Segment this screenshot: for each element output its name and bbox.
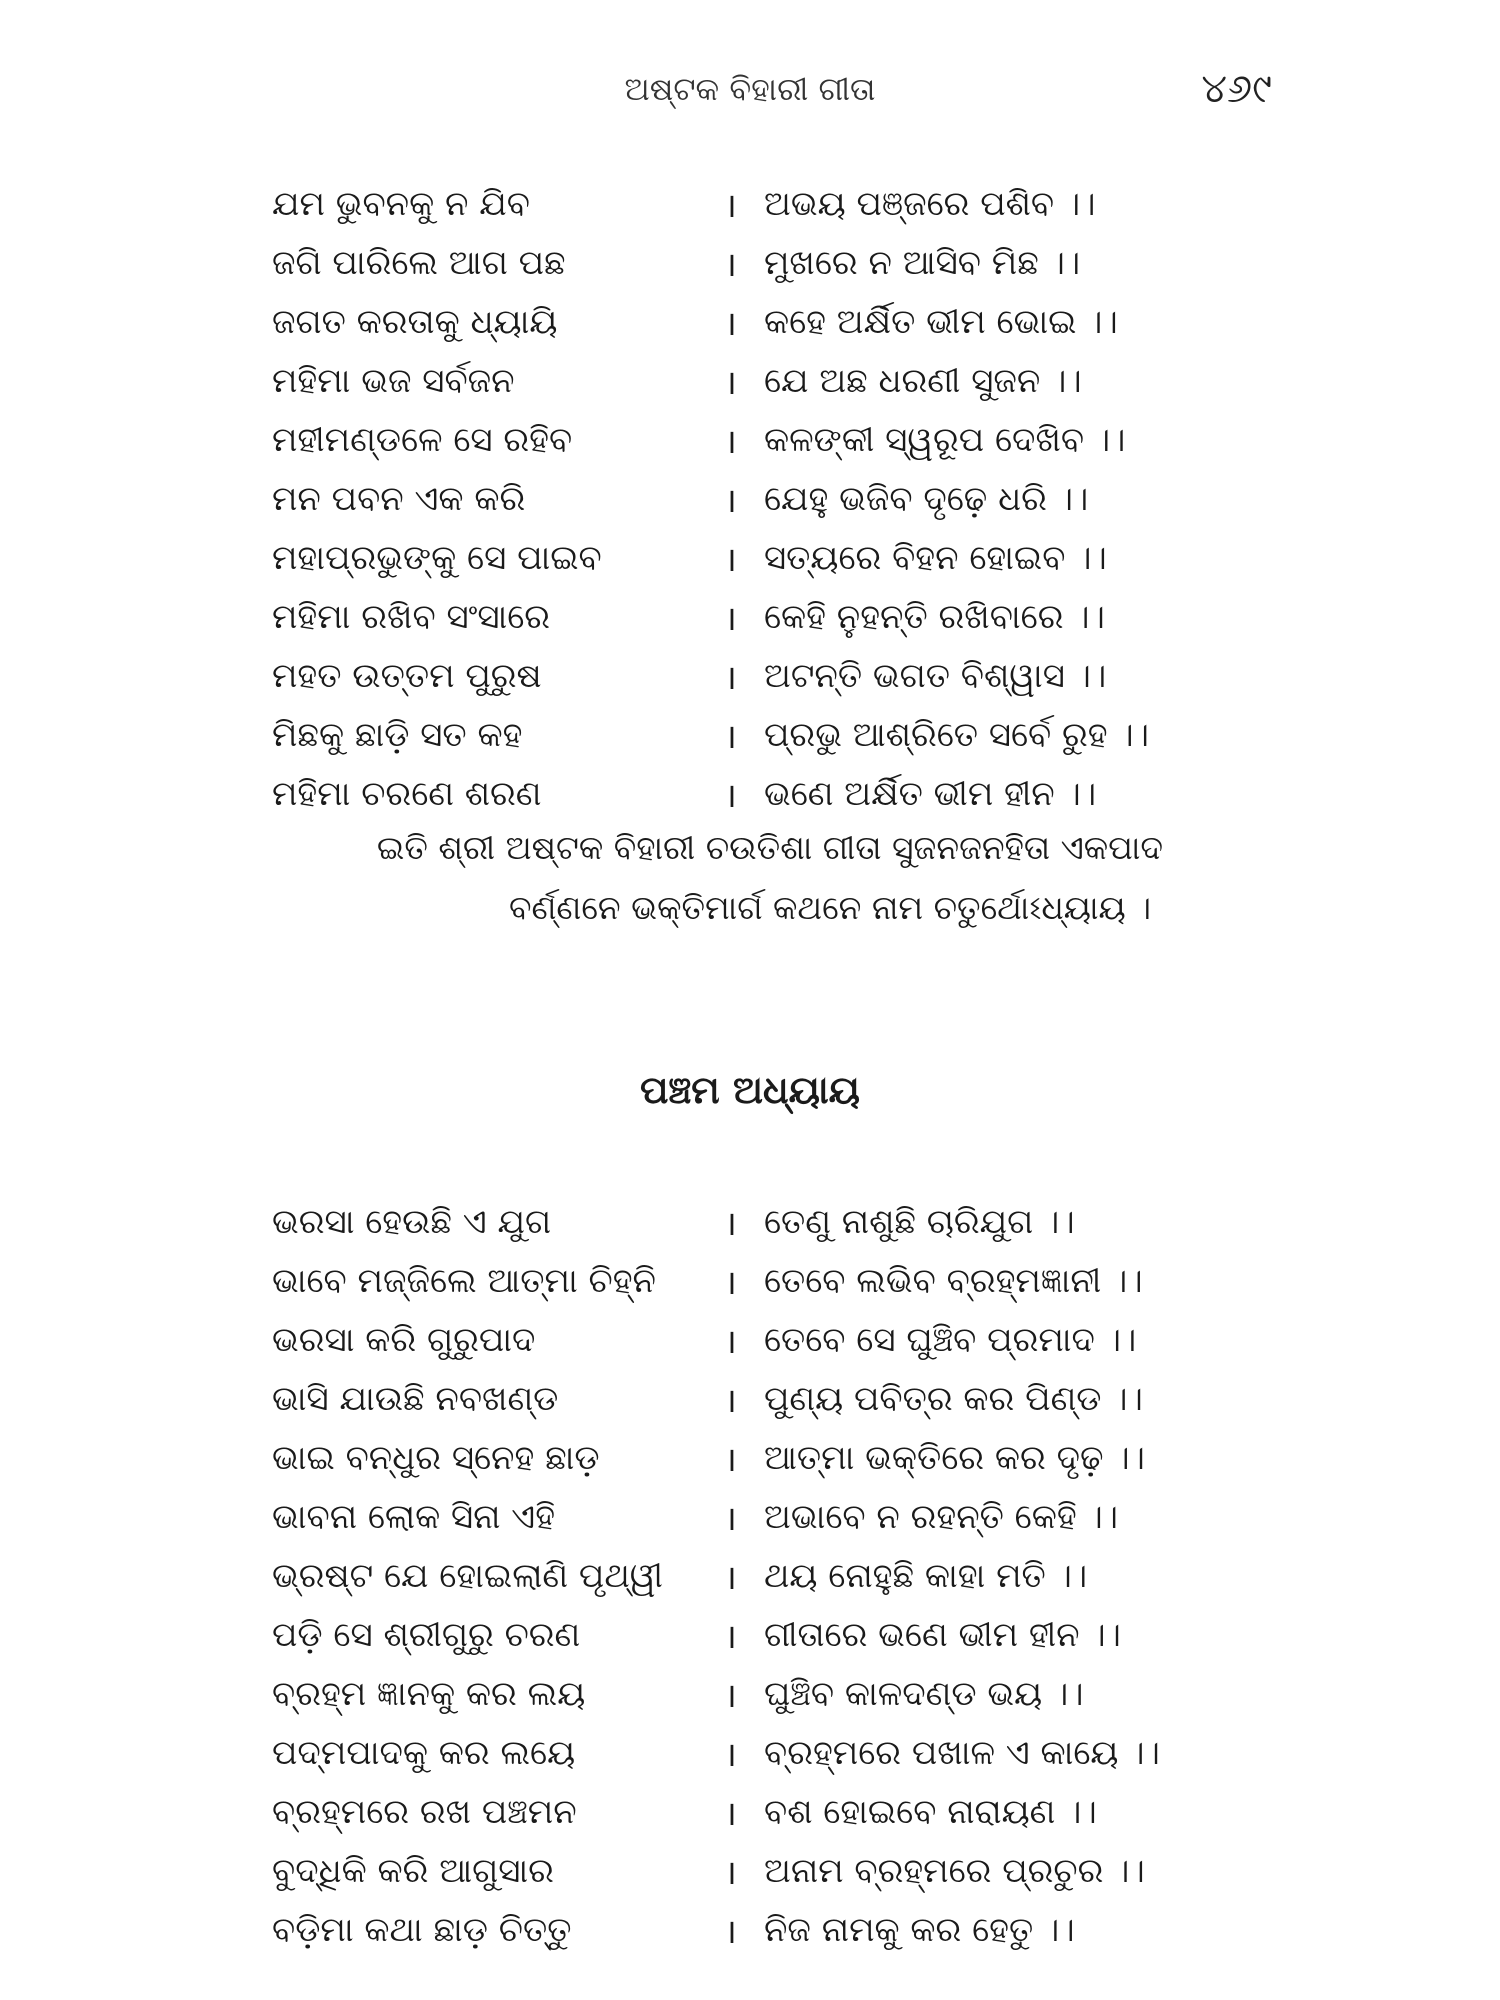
- verse-first-half: ଭାବନା ଲୋକ ସିନା ଏହି: [272, 1496, 556, 1537]
- verse-first-half: ମନ ପବନ ଏକ କରି: [272, 478, 526, 519]
- colophon-line-1: ଇତି ଶ୍ରୀ ଅଷ୍ଟକ ବିହାରୀ ଚଉତିଶା ଗୀତା ସୁଜନଜନହିତା ଏକପାଦ: [376, 828, 1164, 867]
- verse-second-half: କଳଙ୍କୀ ସ୍ୱରୂପ ଦେଖିବ ।।: [764, 419, 1126, 460]
- verse-separator: ।: [724, 421, 737, 462]
- colophon: [0, 818, 1500, 938]
- verse-second-half: ତେବେ ସେ ଘୁଞ୍ଚିବ ପ୍ରମାଦ ।।: [764, 1319, 1137, 1360]
- verse-line: [272, 351, 1272, 410]
- verse-first-half: ବ୍ରହ୍ମ ଜ୍ଞାନକୁ କର ଲୟ: [272, 1673, 586, 1714]
- verse-second-half: କେହି ନୁହନ୍ତି ରଖିବାରେ ।।: [764, 596, 1105, 637]
- verse-line: [272, 410, 1272, 469]
- verse-line: [272, 1605, 1272, 1664]
- verse-first-half: ପଡ଼ି ସେ ଶ୍ରୀଗୁରୁ ଚରଣ: [272, 1614, 581, 1655]
- verse-separator: ।: [724, 1734, 737, 1775]
- verse-separator: ।: [724, 480, 737, 521]
- verse-first-half: ଯମ ଭୁବନକୁ ନ ଯିବ: [272, 183, 530, 224]
- verse-separator: ।: [724, 539, 737, 580]
- verse-separator: ।: [724, 1380, 737, 1421]
- verse-second-half: ଘୁଞ୍ଚିବ କାଳଦଣ୍ଡ ଭୟ ।।: [764, 1673, 1084, 1714]
- verse-separator: ।: [724, 362, 737, 403]
- verse-first-half: ଜଗି ପାରିଲେ ଆଗ ପଛ: [272, 242, 566, 283]
- verse-first-half: ବୁଦ୍ଧିକି କରି ଆଗୁସାର: [272, 1850, 554, 1891]
- verse-first-half: ମିଛକୁ ଛାଡ଼ି ସତ କହ: [272, 714, 523, 755]
- verse-first-half: ମହୀମଣ୍ଡଳେ ସେ ରହିବ: [272, 419, 573, 460]
- verse-separator: ।: [724, 598, 737, 639]
- verse-second-half: ଅଭୟ ପଞ୍ଜରେ ପଶିବ ।।: [764, 183, 1096, 224]
- verse-second-half: ଭଣେ ଅର୍କ୍ଷିତ ଭୀମ ହୀନ ।।: [764, 773, 1097, 814]
- verse-separator: ।: [724, 1852, 737, 1893]
- verse-first-half: ମହିମା ରଖିବ ସଂସାରେ: [272, 596, 551, 637]
- verse-second-half: ପ୍ରଭୁ ଆଶ୍ରିତେ ସର୍ବେ ରୁହ ।।: [764, 714, 1150, 755]
- verse-second-half: ସତ୍ୟରେ ବିହନ ହୋଇବ ।।: [764, 537, 1107, 578]
- verse-line: [272, 1900, 1272, 1959]
- verse-line: [272, 764, 1272, 823]
- verses-section-2: [272, 1192, 1272, 1959]
- verse-line: [272, 292, 1272, 351]
- chapter-title: ପଞ୍ଚମ ଅଧ୍ୟାୟ: [639, 1068, 861, 1112]
- verse-separator: ।: [724, 1262, 737, 1303]
- verse-second-half: ଗୀତାରେ ଭଣେ ଭୀମ ହୀନ ।।: [764, 1614, 1121, 1655]
- verse-separator: ।: [724, 775, 737, 816]
- verse-first-half: ଭରସା ହେଉଛି ଏ ଯୁଗ: [272, 1201, 552, 1242]
- verse-second-half: ତେଣୁ ନାଶୁଛି ଚାରିଯୁଗ ।।: [764, 1201, 1075, 1242]
- verse-line: [272, 1664, 1272, 1723]
- verse-first-half: ମହିମା ଚରଣେ ଶରଣ: [272, 773, 542, 814]
- verse-separator: ।: [724, 1675, 737, 1716]
- verse-separator: ।: [724, 1793, 737, 1834]
- verse-first-half: ଭାସି ଯାଉଛି ନବଖଣ୍ଡ: [272, 1378, 559, 1419]
- page-number: ୪୬୯: [1201, 66, 1272, 112]
- verse-separator: ।: [724, 1911, 737, 1952]
- verse-second-half: ପୁଣ୍ୟ ପବିତ୍ର କର ପିଣ୍ଡ ।।: [764, 1378, 1143, 1419]
- verse-second-half: ଅଭାବେ ନ ରହନ୍ତି କେହି ।।: [764, 1496, 1119, 1537]
- verse-line: [272, 469, 1272, 528]
- verse-separator: ।: [724, 303, 737, 344]
- running-title: ଅଷ୍ଟକ ବିହାରୀ ଗୀତା: [624, 70, 876, 108]
- verse-second-half: ଥୟ ନୋହୁଛି କାହା ମତି ।।: [764, 1555, 1088, 1596]
- verse-line: [272, 1192, 1272, 1251]
- verse-second-half: ଯେ ଅଛ ଧରଣୀ ସୁଜନ ।।: [764, 360, 1082, 401]
- verse-line: [272, 1487, 1272, 1546]
- verse-first-half: ଭ୍ରଷ୍ଟ ଯେ ହୋଇଲାଣି ପୃଥ୍ୱୀ: [272, 1555, 663, 1596]
- verse-first-half: ମହତ ଉତ୍ତମ ପୁରୁଷ: [272, 655, 542, 696]
- verse-second-half: ଯେହୁ ଭଜିବ ଦୃଢ଼େ ଧରି ।।: [764, 478, 1089, 519]
- verse-separator: ।: [724, 1498, 737, 1539]
- verse-separator: ।: [724, 716, 737, 757]
- verse-line: [272, 174, 1272, 233]
- verse-second-half: ତେବେ ଲଭିବ ବ୍ରହ୍ମଜ୍ଞାନୀ ।।: [764, 1260, 1143, 1301]
- verse-separator: ।: [724, 244, 737, 285]
- verse-line: [272, 1428, 1272, 1487]
- verse-line: [272, 233, 1272, 292]
- verse-first-half: ଭାବେ ମଜ୍ଜିଲେ ଆତ୍ମା ଚିହ୍ନି: [272, 1260, 656, 1301]
- verse-separator: ।: [724, 1616, 737, 1657]
- verse-second-half: ନିଜ ନାମକୁ କର ହେତୁ ।।: [764, 1909, 1075, 1950]
- verse-first-half: ବ୍ରହ୍ମରେ ରଖ ପଞ୍ଚମନ: [272, 1791, 577, 1832]
- verse-separator: ।: [724, 1203, 737, 1244]
- verse-second-half: କହେ ଅର୍କ୍ଷିତ ଭୀମ ଭୋଇ ।।: [764, 301, 1118, 342]
- verse-line: [272, 1723, 1272, 1782]
- verse-second-half: ମୁଖରେ ନ ଆସିବ ମିଛ ।।: [764, 242, 1081, 283]
- verse-separator: ।: [724, 1439, 737, 1480]
- verse-first-half: ଭରସା କରି ଗୁରୁପାଦ: [272, 1319, 536, 1360]
- verse-line: [272, 1369, 1272, 1428]
- verses-section-1: [272, 174, 1272, 823]
- verse-first-half: ବଡ଼ିମା କଥା ଛାଡ଼ ଚିତ୍ତୁ: [272, 1909, 572, 1950]
- verse-second-half: ବ୍ରହ୍ମରେ ପଖାଳ ଏ କାୟେ ।।: [764, 1732, 1160, 1773]
- verse-line: [272, 705, 1272, 764]
- verse-second-half: ଅଟନ୍ତି ଭଗତ ବିଶ୍ୱାସ ।।: [764, 655, 1107, 696]
- colophon-line-2: ବର୍ଣ୍ଣନେ ଭକ୍ତିମାର୍ଗ କଥନେ ନାମ ଚତୁର୍ଥୋଽଧ୍ୟାୟ ।: [508, 888, 1152, 927]
- verse-second-half: ଆତ୍ମା ଭକ୍ତିରେ କର ଦୃଢ଼ ।।: [764, 1437, 1145, 1478]
- verse-separator: ।: [724, 1321, 737, 1362]
- verse-second-half: ଅନାମ ବ୍ରହ୍ମରେ ପ୍ରଚୁର ।।: [764, 1850, 1145, 1891]
- verse-line: [272, 646, 1272, 705]
- verse-first-half: ଜଗତ କରତାକୁ ଧ୍ୟାୟି: [272, 301, 558, 342]
- verse-first-half: ପଦ୍ମପାଦକୁ କର ଲୟେ: [272, 1732, 576, 1773]
- verse-separator: ।: [724, 657, 737, 698]
- verse-line: [272, 1546, 1272, 1605]
- verse-line: [272, 528, 1272, 587]
- verse-line: [272, 587, 1272, 646]
- verse-first-half: ମହାପ୍ରଭୁଙ୍କୁ ସେ ପାଇବ: [272, 537, 602, 578]
- verse-separator: ।: [724, 1557, 737, 1598]
- verse-line: [272, 1310, 1272, 1369]
- verse-line: [272, 1782, 1272, 1841]
- verse-first-half: ମହିମା ଭଜ ସର୍ବଜନ: [272, 360, 515, 401]
- verse-separator: ।: [724, 185, 737, 226]
- verse-line: [272, 1841, 1272, 1900]
- verse-second-half: ବଶ ହୋଇବେ ନାରାୟଣ ।।: [764, 1791, 1097, 1832]
- verse-first-half: ଭାଇ ବନ୍ଧୁର ସ୍ନେହ ଛାଡ଼: [272, 1437, 600, 1478]
- verse-line: [272, 1251, 1272, 1310]
